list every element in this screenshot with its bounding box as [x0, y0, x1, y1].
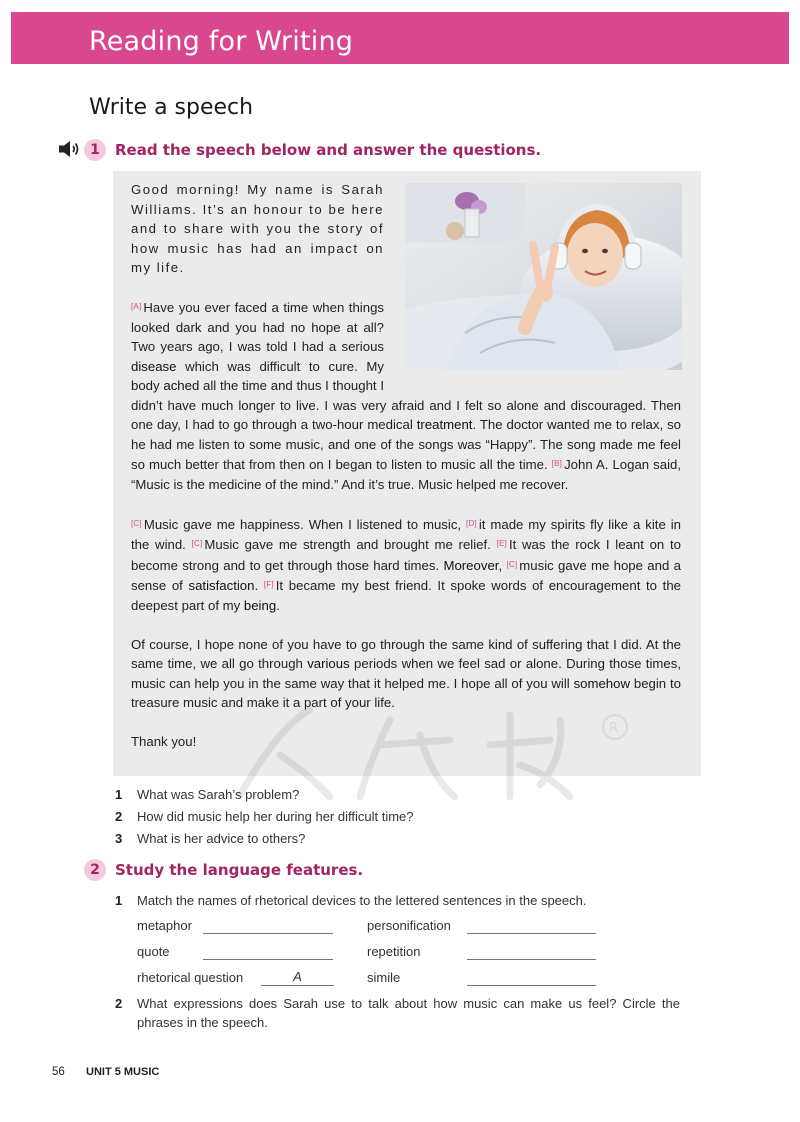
task-1-instruction: Read the speech below and answer the questions. [115, 141, 542, 159]
answer-rhetorical-question: A [293, 969, 302, 984]
sentence-label-e: [E] [496, 539, 507, 548]
photo-spacer [384, 180, 681, 390]
question-text: What was Sarah’s problem? [137, 787, 300, 802]
device-label-metaphor: metaphor [137, 918, 192, 933]
keyword-various: various [307, 656, 350, 671]
speech-text-run: begin to treasure music and make it a part of your life. [131, 675, 681, 710]
speech-paragraph-5: Thank you! [131, 734, 197, 749]
device-label-repetition: repetition [367, 944, 421, 959]
section-title: Write a speech [89, 95, 254, 120]
speech-text-run: Of course, I hope none of you have to go through the same kind of suffering that I did. At the same time, we all go through [131, 636, 681, 671]
answer-blank-repetition[interactable] [467, 959, 596, 960]
speech-paragraph-4 [131, 635, 681, 713]
keyword-treatment: treatment [416, 417, 473, 432]
speech-text-run: music gave me hope and a sense of [131, 557, 681, 593]
speech-text-run: It was the rock I leant on to become strong and to get through those hard times. [131, 537, 681, 573]
device-label-quote: quote [137, 944, 170, 959]
device-row [137, 918, 617, 944]
header-title: Reading for Writing [89, 26, 354, 57]
sentence-label-d: [D] [466, 518, 477, 528]
sentence-label-c: [C] [131, 518, 142, 528]
question-item [115, 784, 414, 806]
device-label-rhetorical-question: rhetorical question [137, 970, 244, 985]
rhetorical-devices-grid [137, 918, 617, 996]
comprehension-questions [115, 784, 414, 850]
keyword-ached: ached [163, 378, 200, 393]
keyword-satisfaction: satisfaction [188, 578, 255, 593]
question-text: What is her advice to others? [137, 831, 306, 846]
sentence-label-c: [C] [506, 559, 518, 569]
speech-text-run: which was difficult to cure. My body [131, 358, 384, 393]
question-text: How did music help her during her difficult time? [137, 809, 414, 824]
unit-label: UNIT 5 MUSIC [86, 1066, 160, 1078]
sentence-label-a: [A] [131, 302, 142, 311]
item-number: 2 [115, 996, 123, 1011]
page-number: 56 [52, 1066, 65, 1078]
speech-text-run: periods when we feel sad or alone. During those times, music can help you in the same way that it helped me. I hope all of you will [131, 656, 681, 691]
keyword-being: being [243, 597, 277, 613]
speech-text-run: all the time and thus I thought I didn’t have much longer to live. I was very afraid and I felt so alone and discouraged. Then one day, I had to go through a two-hour medical [131, 378, 681, 432]
speech-text-run: It became my best friend. It spoke words of encouragement to the deepest part of my [131, 578, 681, 613]
speech-text-run: . [276, 597, 280, 613]
task-2-instruction: Study the language features. [115, 861, 364, 879]
keyword-somehow: somehow [573, 675, 631, 691]
item-number: 1 [115, 893, 123, 908]
task-2-item-1 [115, 891, 680, 910]
answer-blank-rhetorical-question[interactable] [261, 985, 334, 986]
answer-blank-quote[interactable] [203, 959, 333, 960]
header-banner [11, 12, 789, 64]
sentence-label-f: [F] [263, 580, 274, 589]
question-number: 3 [115, 831, 123, 846]
speech-text-run: . The doctor wanted me to relax, so he had me listen to some music, and one of the songs was “Happy”. The song made me feel so much better that from then on I began to listen to music all the time. [131, 417, 682, 472]
speech-text [131, 180, 681, 752]
device-row [137, 970, 617, 996]
task-2-item-2 [115, 994, 680, 1032]
speech-text-run: it made my spirits fly like a kite in the wind. [131, 516, 681, 552]
speech-text-run: Music gave me happiness. When I listened to music, [143, 516, 467, 532]
speech-paragraph-3 [131, 514, 681, 616]
speech-text-run: . [254, 578, 264, 593]
svg-text:R: R [609, 721, 619, 736]
speech-text-run: Have you ever faced a time when things looked dark and you had no hope at all? Two years ago, I was told I had a serious [131, 300, 384, 354]
item-text: Match the names of rhetorical devices to the lettered sentences in the speech. [137, 893, 587, 908]
question-number: 1 [115, 787, 123, 802]
answer-blank-personification[interactable] [467, 933, 596, 934]
task-1-number: 1 [84, 139, 106, 161]
keyword-disease: disease [131, 358, 177, 374]
speech-text-run: John A. Logan said, “Music is the medicine of the mind.” And it’s true. Music helped me recover. [131, 457, 681, 492]
keyword-moreover: Moreover [443, 557, 499, 573]
speech-text-run: , [498, 557, 507, 573]
device-row [137, 944, 617, 970]
task-2-number: 2 [84, 859, 106, 881]
speaker-icon[interactable] [58, 140, 82, 158]
speech-paragraph-1: Good morning! My name is Sarah Williams. It’s an honour to be here and to share with you the story of how music has had an impact on my life. [131, 182, 384, 275]
question-item [115, 828, 414, 850]
question-item [115, 806, 414, 828]
question-number: 2 [115, 809, 123, 824]
device-label-personification: personification [367, 918, 451, 933]
answer-blank-simile[interactable] [467, 985, 596, 986]
device-label-simile: simile [367, 970, 401, 985]
item-text: What expressions does Sarah use to talk about how music can make us feel? Circle the phrases in the speech. [137, 996, 680, 1030]
answer-blank-metaphor[interactable] [203, 933, 333, 934]
sentence-label-c: [C] [191, 539, 203, 548]
sentence-label-b: [B] [551, 459, 563, 468]
speech-text-run: Music gave me strength and brought me relief. [204, 537, 497, 552]
